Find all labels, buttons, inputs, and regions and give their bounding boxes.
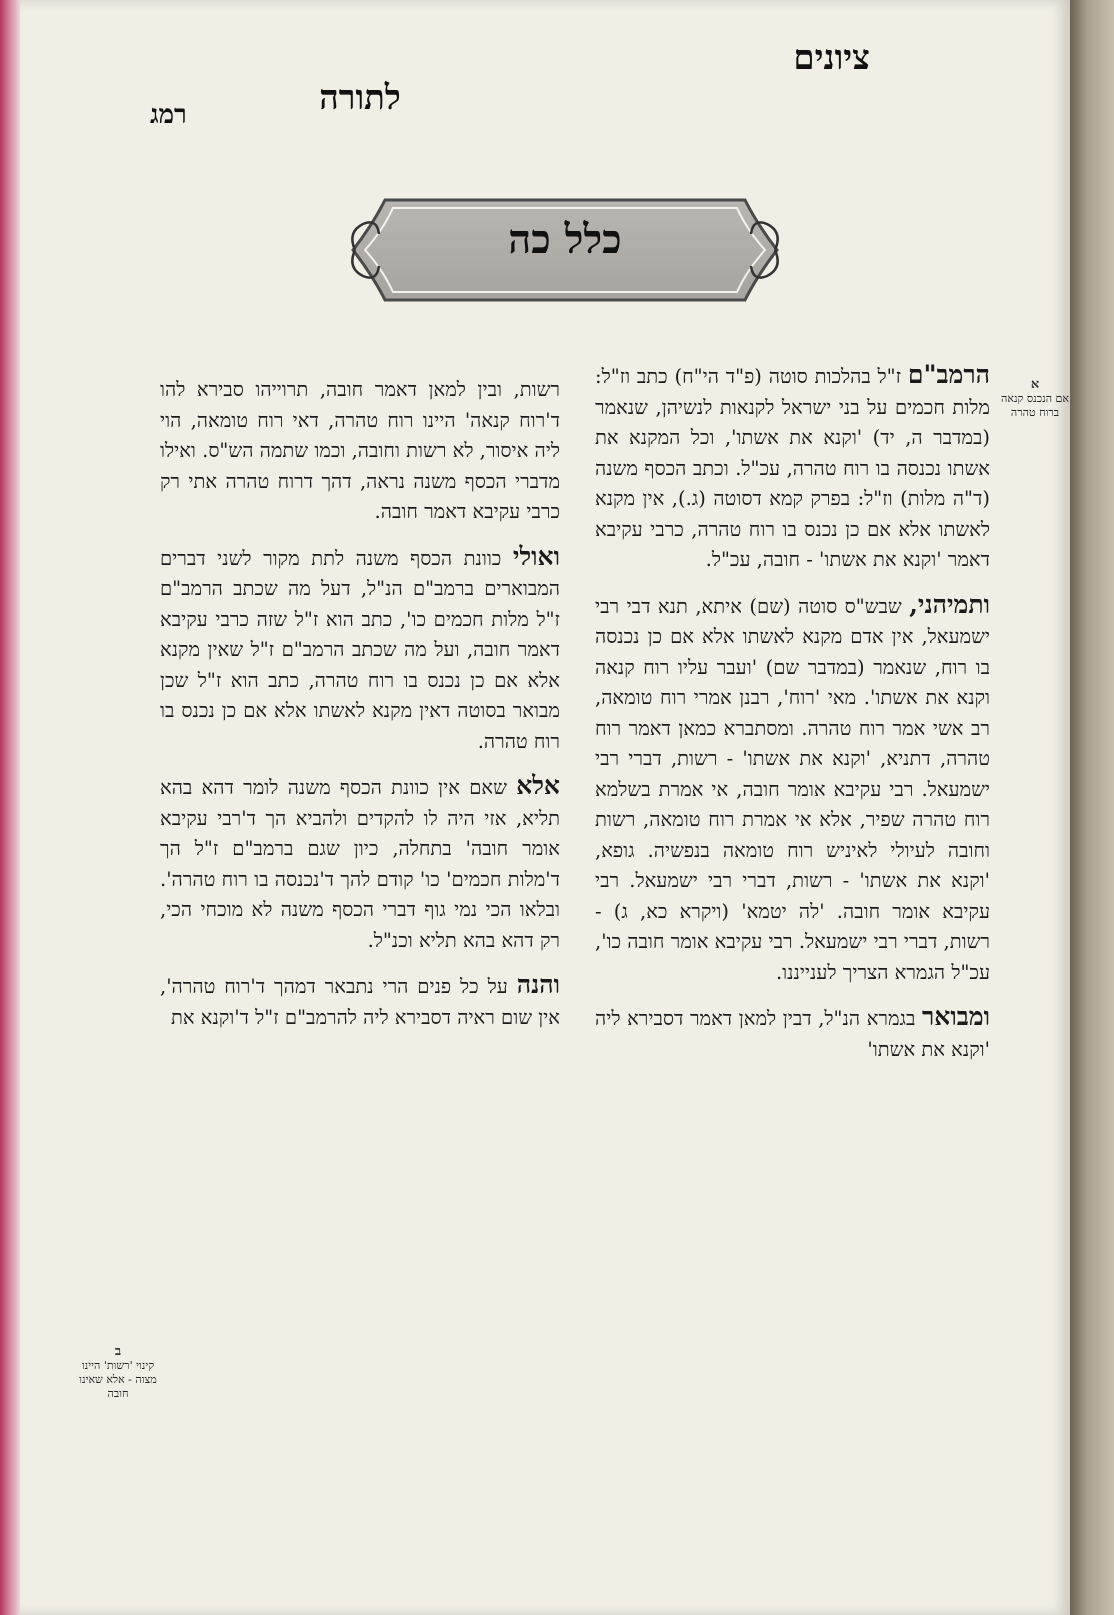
book-edge (0, 0, 22, 1615)
book-gutter-shadow (1070, 0, 1114, 1615)
paragraph (160, 375, 560, 528)
text-column-right (595, 360, 990, 1079)
paragraph (595, 360, 990, 576)
paragraph (160, 970, 560, 1033)
chapter-banner (345, 180, 785, 320)
margin-note-1 (995, 378, 1075, 420)
margin-note-text: קינוי 'רשות' היינו מצוה - אלא שאינו חובה (79, 1359, 157, 1400)
paragraph (595, 590, 990, 989)
paragraph-lead-word: אלא (516, 771, 560, 800)
paragraph-text: בגמרא הנ"ל, דבין למאן דאמר דסבירא ליה 'וקנא את אשתו' (595, 1007, 990, 1061)
paragraph (595, 1002, 990, 1065)
paragraph-text: שאם אין כוונת הכסף משנה לומר דהא בהא תליא, אזי היה לו להקדים ולהביא הך ד'רבי עקיבא אומר חובה' בתחלה, כיון שגם ברמב"ם ז"ל הך ד'מלות חכמים' כו' קודם להך ד'נכנסה בו רוח טהרה'. ובלאו הכי נמי גוף דברי הכסף משנה לא מוכחי הכי, רק דהא בהא תליא וכנ"ל. (160, 776, 560, 952)
paragraph-lead-word: הרמב"ם (907, 360, 990, 389)
paragraph-lead-word: ומבואר (922, 1002, 990, 1031)
running-header-right: ציונים (793, 38, 870, 78)
running-header-center: לתורה (319, 78, 401, 118)
paragraph-text: כוונת הכסף משנה לתת מקור לשני דברים המבוארים ברמב"ם הנ"ל, דעל מה שכתב הרמב"ם ז"ל מלות חכמים כו', כתב הוא ז"ל שזה כרבי עקיבא דאמר חובה, ועל מה שכתב הרמב"ם ז"ל שאין מקנא אלא אם כן נכנס בו רוח טהרה, כתב הוא ז"ל שכן מבואר בסוטה דאין מקנא לאשתו אלא אם כן נכנס בו רוח טהרה. (160, 546, 560, 753)
paragraph (160, 542, 560, 758)
paragraph-lead-word: והנה (516, 970, 560, 999)
paragraph-text: על כל פנים הרי נתבאר דמהך ד'רוח טהרה', אין שום ראיה דסבירא ליה להרמב"ם ז"ל ד'וקנא את (160, 975, 560, 1029)
text-column-left (160, 375, 560, 1047)
paragraph-text: רשות, ובין למאן דאמר חובה, תרוייהו סבירא להו ד'רוח קנאה' היינו רוח טהרה, דאי רוח טומאה, הוי ליה איסור, לא רשות וחובה, וכמו שתמה הש"ס. ואילו מדברי הכסף משנה נראה, דהך דרוח טהרה אתי רק כרבי עקיבא דאמר חובה. (160, 378, 560, 523)
paragraph-lead-word: ואולי (512, 541, 560, 571)
paragraph-text: שבש"ס סוטה (שם) איתא, תנא דבי רבי ישמעאל, אין אדם מקנא לאשתו אלא אם כן נכנסה בו רוח, שנאמר (במדבר שם) 'ועבר עליו רוח קנאה וקנא את אשתו'. מאי 'רוח', רבנן אמרי רוח טומאה, רב אשי אמר רוח טהרה. ומסתברא כמאן דאמר רוח טהרה, דתניא, 'וקנא את אשתו' - רשות, דברי רבי ישמעאל. רבי עקיבא אומר חובה, אי אמרת בשלמא רוח טהרה שפיר, אלא אי אמרת רוח טומאה, רשות וחובה לעיולי לאיניש רוח טומאה בנפשיה. גופא, 'וקנא את אשתו' - רשות, דברי רבי ישמעאל. רבי עקיבא אומר חובה. 'לה יטמא' (ויקרא כא, ג) - רשות, דברי רבי ישמעאל. רבי עקיבא אומר חובה כו', עכ"ל הגמרא הצריך לענייננו. (595, 594, 990, 984)
margin-note-text: אם הנכנס קנאה ברוח טהרה (1001, 392, 1069, 419)
page-number: רמג (150, 100, 187, 130)
paragraph-lead-word: ותמיהני, (909, 589, 990, 619)
paragraph-text: ז"ל בהלכות סוטה (פ"ד הי"ח) כתב וז"ל: מלות חכמים על בני ישראל לקנאות לנשיהן, שנאמר (במדבר ה, יד) 'וקנא את אשתו', וכל המקנא את אשתו נכנסה בו רוח טהרה, עכ"ל. וכתב הכסף משנה (ד"ה מלות) וז"ל: בפרק קמא דסוטה (ג.), אין מקנא לאשתו אלא אם כן נכנס בו רוח טהרה, כרבי עקיבא דאמר 'וקנא את אשתו' - חובה, עכ"ל. (595, 365, 990, 571)
chapter-title: כלל כה (508, 216, 622, 263)
margin-note-2 (78, 1345, 158, 1401)
paragraph (160, 771, 560, 956)
margin-note-marker: ב (114, 1344, 122, 1359)
margin-note-marker: א (1030, 377, 1040, 392)
